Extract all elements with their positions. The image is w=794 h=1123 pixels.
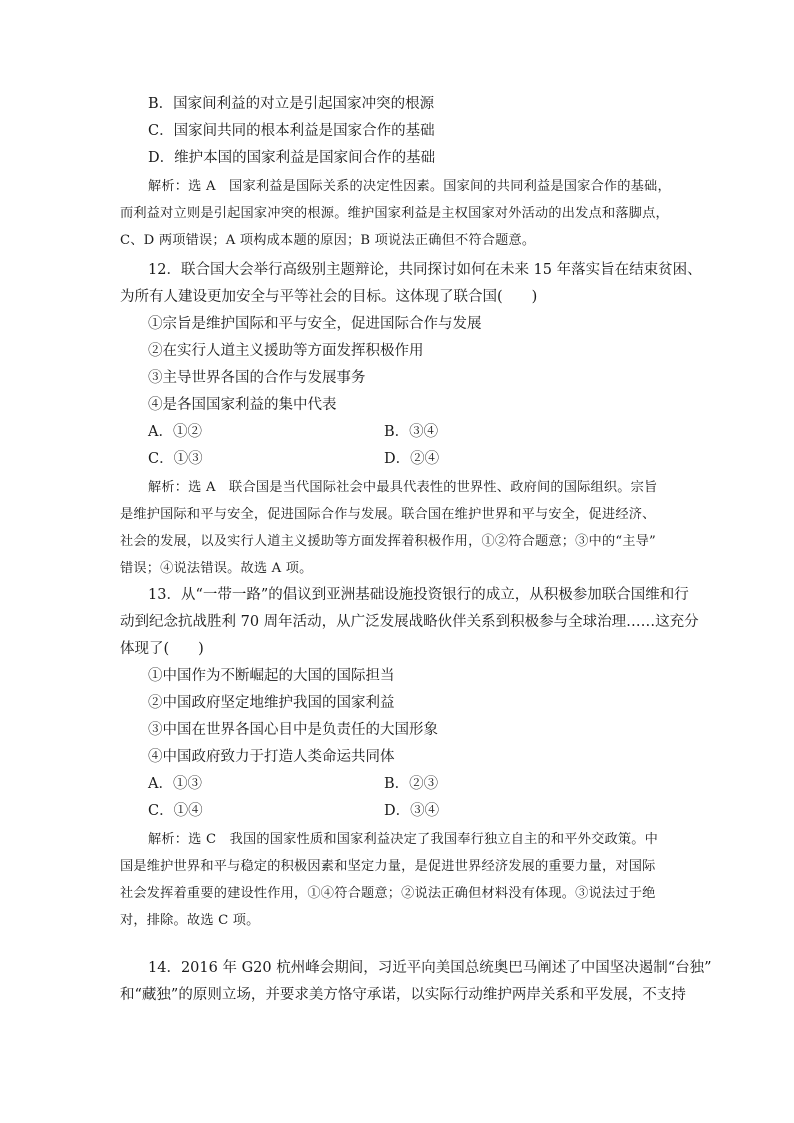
q13-choice-d: D．③④ <box>384 803 440 819</box>
q12-choice-b: B．③④ <box>384 424 439 440</box>
q11-analysis-line-2: 而利益对立则是引起国家冲突的根源。维护国家利益是主权国家对外活动的出发点和落脚点， <box>120 206 669 221</box>
q12-choice-c: C．①③ <box>148 451 203 467</box>
q11-analysis-line-3: C、D 两项错误；A 项构成本题的原因；B 项说法正确但不符合题意。 <box>120 233 536 248</box>
q11-option-c: C．国家间共同的根本利益是国家合作的基础 <box>148 123 435 139</box>
q12-choice-a: A．①② <box>148 424 202 440</box>
q12-statement-4: ④是各国国家利益的集中代表 <box>148 397 337 413</box>
q12-stem-line-1: 12．联合国大会举行高级别主题辩论，共同探讨如何在未来 15 年落实旨在结束贫困、 <box>148 262 702 278</box>
q12-statement-1: ①宗旨是维护国际和平与安全，促进国际合作与发展 <box>148 316 482 332</box>
q11-option-d: D．维护本国的国家利益是国家间合作的基础 <box>148 150 436 166</box>
q13-analysis-line-1: 解析：选 C 我国的国家性质和国家利益决定了我国奉行独立自主的和平外交政策。中 <box>148 832 659 847</box>
q11-analysis-line-1: 解析：选 A 国家利益是国际关系的决定性因素。国家间的共同利益是国家合作的基础， <box>148 179 671 194</box>
q12-statement-2: ②在实行人道主义援助等方面发挥积极作用 <box>148 343 424 359</box>
q14-stem-line-1: 14．2016 年 G20 杭州峰会期间，习近平向美国总统奥巴马阐述了中国坚决遏制“台独” <box>148 960 712 976</box>
q13-choice-a: A．①③ <box>148 776 202 792</box>
q13-choice-c: C．①④ <box>148 803 203 819</box>
q11-option-b: B．国家间利益的对立是引起国家冲突的根源 <box>148 96 435 112</box>
q12-statement-3: ③主导世界各国的合作与发展事务 <box>148 370 366 386</box>
q13-choice-b: B．②③ <box>384 776 439 792</box>
q12-analysis-line-1: 解析：选 A 联合国是当代国际社会中最具代表性的世界性、政府间的国际组织。宗旨 <box>148 480 658 495</box>
q13-analysis-line-3: 社会发挥着重要的建设性作用，①④符合题意；②说法正确但材料没有体现。③说法过于绝 <box>120 886 656 901</box>
q12-analysis-line-3: 社会的发展，以及实行人道主义援助等方面发挥着积极作用，①②符合题意；③中的“主导” <box>120 534 656 549</box>
q12-analysis-line-4: 错误；④说法错误。故选 A 项。 <box>120 561 313 576</box>
q12-stem-line-2: 为所有人建设更加安全与平等社会的目标。这体现了联合国( ) <box>120 289 538 305</box>
q13-stem-line-3: 体现了( ) <box>120 641 204 657</box>
q13-analysis-line-2: 国是维护世界和平与稳定的积极因素和坚定力量，是促进世界经济发展的重要力量，对国际 <box>120 859 656 874</box>
q14-stem-line-2: 和“藏独”的原则立场，并要求美方恪守承诺，以实际行动维护两岸关系和平发展，不支持 <box>120 987 686 1003</box>
q13-stem-line-2: 动到纪念抗战胜利 70 周年活动，从广泛发展战略伙伴关系到积极参与全球治理……这充分 <box>120 614 699 630</box>
q12-analysis-line-2: 是维护国际和平与安全，促进国际合作与发展。联合国在维护世界和平与安全，促进经济、 <box>120 507 656 522</box>
q13-analysis-line-4: 对，排除。故选 C 项。 <box>120 913 260 928</box>
q13-statement-1: ①中国作为不断崛起的大国的国际担当 <box>148 668 395 684</box>
q12-choice-d: D．②④ <box>384 451 440 467</box>
q13-statement-3: ③中国在世界各国心目中是负责任的大国形象 <box>148 722 438 738</box>
q13-statement-2: ②中国政府坚定地维护我国的国家利益 <box>148 695 395 711</box>
q13-statement-4: ④中国政府致力于打造人类命运共同体 <box>148 749 395 765</box>
q13-stem-line-1: 13．从“一带一路”的倡议到亚洲基础设施投资银行的成立，从积极参加联合国维和行 <box>148 587 689 603</box>
